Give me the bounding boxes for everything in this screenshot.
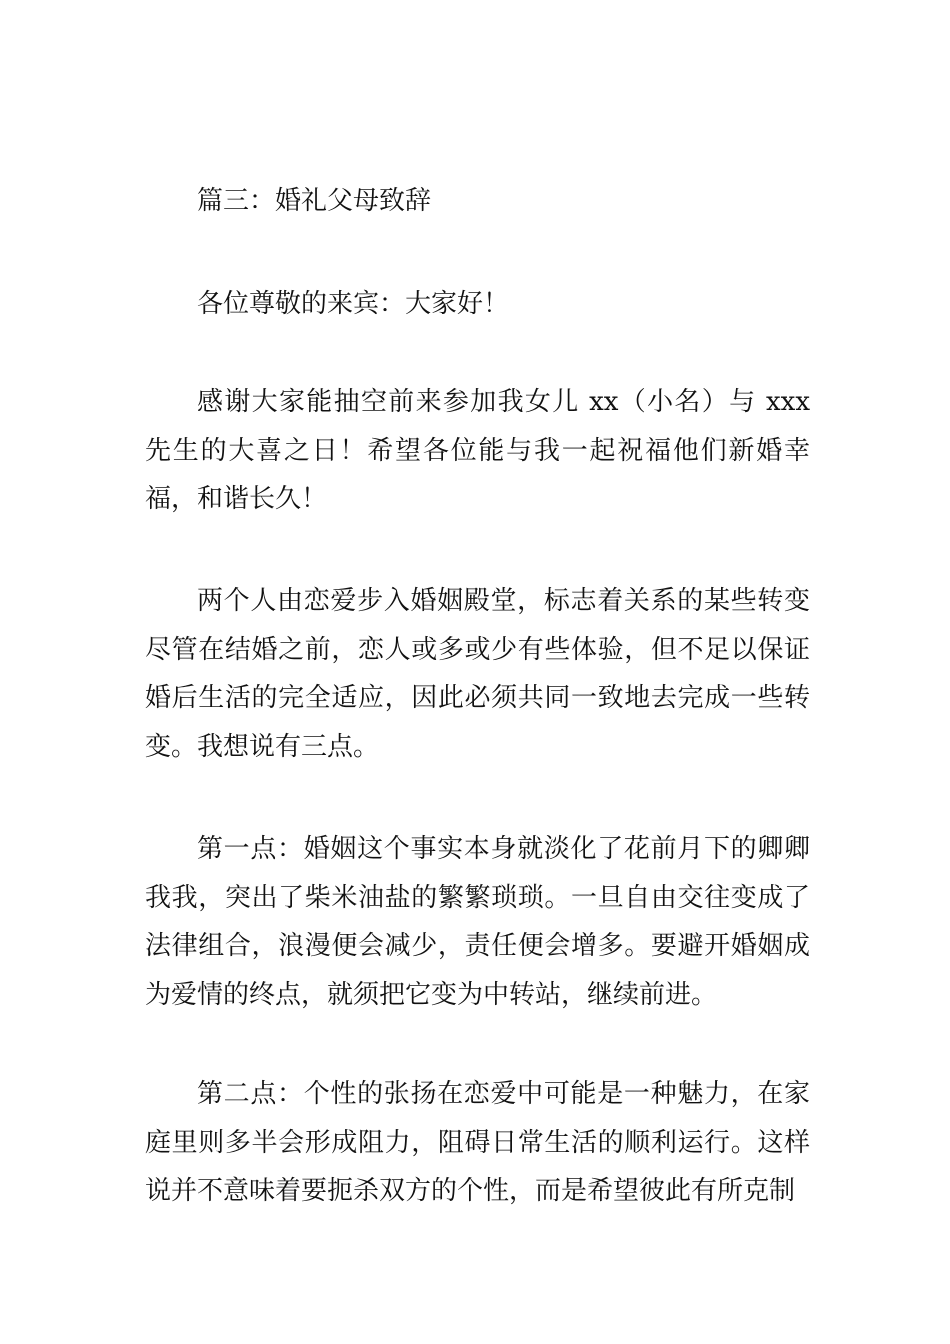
paragraph-point-one: 第一点：婚姻这个事实本身就淡化了花前月下的卿卿我我，突出了柴米油盐的繁繁琐琐。一旦自由交往变成了法律组合，浪漫便会减少，责任便会增多。要避开婚姻成为爱情的终点，就须把它变为中转站，继续前进。 [145, 834, 810, 1010]
paragraph-thanks: 感谢大家能抽空前来参加我女儿 xx（小名）与 xxx 先生的大喜之日！希望各位能与我一起祝福他们新婚幸福，和谐长久！ [145, 387, 810, 514]
paragraph-greeting: 各位尊敬的来宾：大家好！ [197, 289, 510, 319]
paragraph-transition: 两个人由恋爱步入婚姻殿堂，标志着关系的某些转变尽管在结婚之前，恋人或多或少有些体验，但不足以保证婚后生活的完全适应，因此必须共同一致地去完成一些转变。我想说有三点。 [145, 586, 810, 762]
paragraph-point-two: 第二点：个性的张扬在恋爱中可能是一种魅力，在家庭里则多半会形成阻力，阻碍日常生活的顺利运行。这样说并不意味着要扼杀双方的个性，而是希望彼此有所克制 [145, 1079, 810, 1206]
document-title: 篇三：婚礼父母致辞 [197, 186, 432, 216]
